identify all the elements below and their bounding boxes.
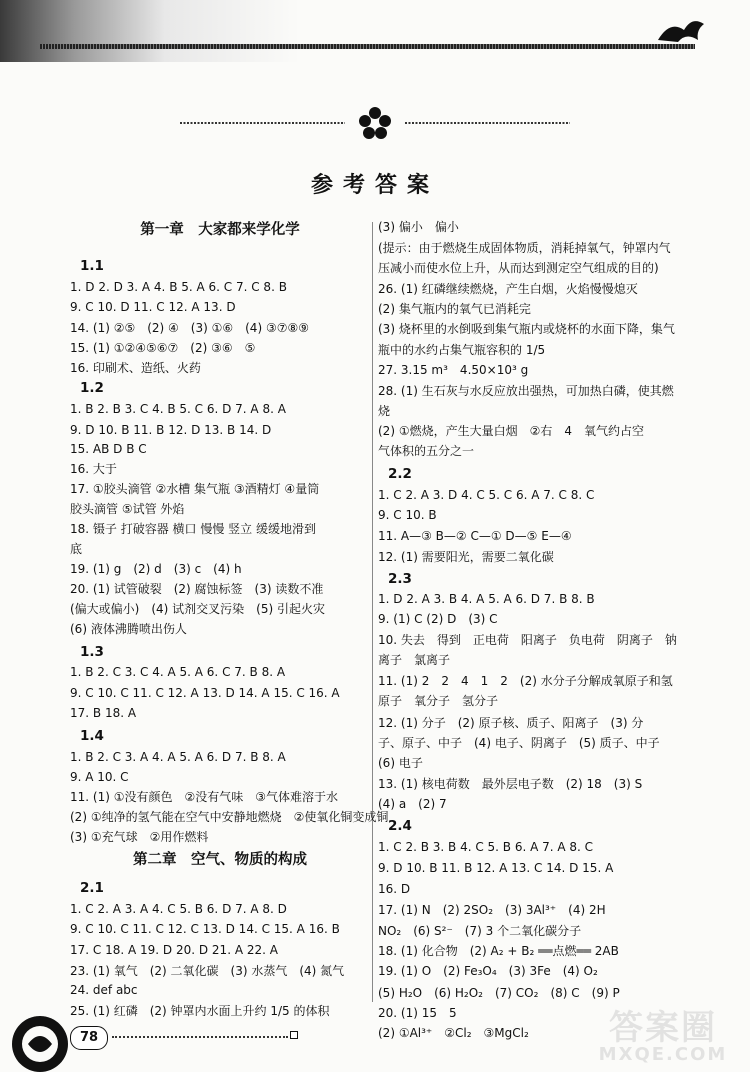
answer-line: 28. (1) 生石灰与水反应放出强热，可加热白磷，使其燃 <box>378 384 674 398</box>
answer-line: (3) ①充气球 ②用作燃料 <box>70 830 209 844</box>
answer-line: 16. 大于 <box>70 462 117 476</box>
answer-line: 15. AB D B C <box>70 442 147 456</box>
answer-line: 离子 氯离子 <box>378 653 451 667</box>
answer-line: 20. (1) 试管破裂 (2) 腐蚀标签 (3) 读数不准 <box>70 582 324 596</box>
answer-line: 15. (1) ①②④⑤⑥⑦ (2) ③⑥ ⑤ <box>70 341 256 355</box>
answer-line: 子、原子、中子 (4) 电子、阴离子 (5) 质子、中子 <box>378 736 660 750</box>
answer-line: (2) ①Al³⁺ ②Cl₂ ③MgCl₂ <box>378 1026 529 1040</box>
answer-line: (3) 偏小 偏小 <box>378 220 459 234</box>
footer-dotted-line <box>112 1036 288 1038</box>
section-heading: 1.3 <box>80 644 104 660</box>
answer-line: 9. D 10. B 11. B 12. A 13. C 14. D 15. A <box>378 861 614 875</box>
answer-line: 9. A 10. C <box>70 770 129 784</box>
answer-line: 原子 氧分子 氢分子 <box>378 694 499 708</box>
answer-line: 17. (1) N (2) 2SO₂ (3) 3Al³⁺ (4) 2H <box>378 903 606 917</box>
answer-line: (6) 液体沸腾喷出伤人 <box>70 622 187 636</box>
section-heading: 2.3 <box>388 571 412 587</box>
answer-line: 12. (1) 分子 (2) 原子核、质子、阳离子 (3) 分 <box>378 716 644 730</box>
answer-line: 1. B 2. C 3. A 4. A 5. A 6. D 7. B 8. A <box>70 750 286 764</box>
chapter-heading: 第二章 空气、物质的构成 <box>133 852 307 868</box>
column-divider <box>372 222 373 1002</box>
chapter-heading: 第一章 大家都来学化学 <box>140 222 300 238</box>
answer-line: 压减小而使水位上升，从而达到测定空气组成的目的) <box>378 261 659 275</box>
answer-line: 25. (1) 红磷 (2) 钟罩内水面上升约 1/5 的体积 <box>70 1004 330 1018</box>
watermark-line1: 答案圈 <box>609 1008 717 1048</box>
footer-emblem-icon <box>6 1004 76 1072</box>
section-heading: 2.4 <box>388 818 412 834</box>
answer-line: 13. (1) 核电荷数 最外层电子数 (2) 18 (3) S <box>378 777 643 791</box>
answer-line: 18. (1) 化合物 (2) A₂ + B₂ ══点燃══ 2AB <box>378 944 619 958</box>
answer-line: 1. D 2. A 3. B 4. A 5. A 6. D 7. B 8. B <box>378 592 595 606</box>
top-decorative-band <box>0 0 750 62</box>
page-number: 78 <box>70 1026 108 1050</box>
answer-line: 11. A—③ B—② C—① D—⑤ E—④ <box>378 529 572 543</box>
footer-square-marker <box>290 1031 298 1039</box>
answer-line: (2) ①纯净的氢气能在空气中安静地燃烧 ②使氧化铜变成铜 <box>70 810 389 824</box>
section-heading: 2.1 <box>80 880 104 896</box>
answer-line: 底 <box>70 542 83 556</box>
answer-line: 9. C 10. B <box>378 508 437 522</box>
answer-line: 16. 印刷术、造纸、火药 <box>70 361 201 375</box>
answer-line: 9. C 10. C 11. C 12. A 13. D 14. A 15. C 16. A <box>70 686 340 700</box>
answer-line: 1. B 2. B 3. C 4. B 5. C 6. D 7. A 8. A <box>70 402 286 416</box>
watermark <box>582 1000 744 1070</box>
answer-line: (3) 烧杯里的水倒吸到集气瓶内或烧杯的水面下降，集气 <box>378 322 675 336</box>
answer-line: 1. D 2. D 3. A 4. B 5. A 6. C 7. C 8. B <box>70 280 287 294</box>
answer-line: 24. def abc <box>70 983 138 997</box>
answer-line: 14. (1) ②⑤ (2) ④ (3) ①⑥ (4) ③⑦⑧⑨ <box>70 321 309 335</box>
page-title: 参考答案 <box>310 173 439 198</box>
answer-line: 瓶中的水约占集气瓶容积的 1/5 <box>378 343 546 357</box>
answer-line: 17. B 18. A <box>70 706 137 720</box>
section-heading: 1.4 <box>80 728 104 744</box>
answer-line: (5) H₂O (6) H₂O₂ (7) CO₂ (8) C (9) P <box>378 986 620 1000</box>
answer-line: 9. (1) C (2) D (3) C <box>378 612 498 626</box>
answer-line: 26. (1) 红磷继续燃烧，产生白烟，火焰慢慢熄灭 <box>378 282 638 296</box>
answer-line: 11. (1) ①没有颜色 ②没有气味 ③气体难溶于水 <box>70 790 338 804</box>
watermark-line2: MXQE.COM <box>598 1044 728 1065</box>
section-heading: 1.2 <box>80 380 104 396</box>
answer-line: (提示：由于燃烧生成固体物质，消耗掉氧气，钟罩内气 <box>378 241 671 255</box>
answer-line: 1. B 2. C 3. C 4. A 5. A 6. C 7. B 8. A <box>70 665 286 679</box>
answer-line: 1. C 2. A 3. A 4. C 5. B 6. D 7. A 8. D <box>70 902 287 916</box>
answer-line: (2) 集气瓶内的氧气已消耗完 <box>378 302 531 316</box>
answer-line: 19. (1) O (2) Fe₃O₄ (3) 3Fe (4) O₂ <box>378 964 598 978</box>
answer-line: 18. 镊子 打破容器 横口 慢慢 竖立 缓缓地滑到 <box>70 522 316 536</box>
answer-line: 19. (1) g (2) d (3) c (4) h <box>70 562 242 576</box>
section-heading: 2.2 <box>388 466 412 482</box>
answer-line: NO₂ (6) S²⁻ (7) 3 个二氧化碳分子 <box>378 924 582 938</box>
top-rule <box>40 44 695 49</box>
answer-line: 11. (1) 2 2 4 1 2 (2) 水分子分解成氧原子和氢 <box>378 674 673 688</box>
answer-line: 9. C 10. D 11. C 12. A 13. D <box>70 300 236 314</box>
answer-line: 16. D <box>378 882 411 896</box>
answer-line: 27. 3.15 m³ 4.50×10³ g <box>378 363 529 377</box>
answer-line: 1. C 2. B 3. B 4. C 5. B 6. A 7. A 8. C <box>378 840 594 854</box>
answer-line: 胶头滴管 ⑤试管 外焰 <box>70 502 185 516</box>
answer-line: 气体积的五分之一 <box>378 444 475 458</box>
answer-line: 17. C 18. A 19. D 20. D 21. A 22. A <box>70 943 278 957</box>
answer-line: 20. (1) 15 5 <box>378 1006 457 1020</box>
answer-line: (4) a (2) 7 <box>378 797 447 811</box>
bird-ornament-icon <box>650 10 710 50</box>
answer-line: 10. 失去 得到 正电荷 阳离子 负电荷 阴离子 钠 <box>378 633 677 647</box>
answer-line: 23. (1) 氧气 (2) 二氧化碳 (3) 水蒸气 (4) 氮气 <box>70 964 345 978</box>
answer-line: 9. C 10. C 11. C 12. C 13. D 14. C 15. A 16. B <box>70 922 340 936</box>
section-heading: 1.1 <box>80 258 104 274</box>
answer-line: 12. (1) 需要阳光，需要二氧化碳 <box>378 550 554 564</box>
answer-line: 1. C 2. A 3. D 4. C 5. C 6. A 7. C 8. C <box>378 488 595 502</box>
answer-line: (6) 电子 <box>378 756 423 770</box>
header-ornament <box>180 103 570 143</box>
answer-line: 烧 <box>378 404 391 418</box>
answer-line: 9. D 10. B 11. B 12. D 13. B 14. D <box>70 423 272 437</box>
answer-line: (偏大或偏小) (4) 试剂交叉污染 (5) 引起火灾 <box>70 602 325 616</box>
answer-line: 17. ①胶头滴管 ②水槽 集气瓶 ③酒精灯 ④量筒 <box>70 482 320 496</box>
answer-line: (2) ①燃烧，产生大量白烟 ②右 4 氧气约占空 <box>378 424 644 438</box>
